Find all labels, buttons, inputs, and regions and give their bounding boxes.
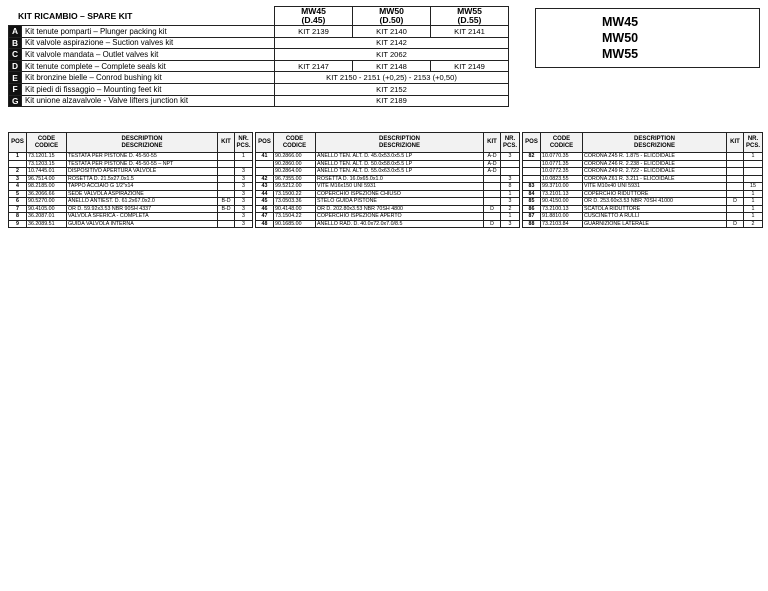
part-code: 73.2100.13: [541, 205, 583, 213]
part-pos: 84: [523, 190, 541, 198]
part-pos: 85: [523, 198, 541, 206]
kit-row: [9, 26, 509, 38]
parts-row: [9, 213, 253, 221]
part-pos: 86: [523, 205, 541, 213]
part-description: CUSCINETTO A RULLI: [583, 213, 727, 221]
kit-description: Kit tenute pomparti – Plunger packing kit: [22, 26, 275, 38]
part-pos: 45: [256, 198, 274, 206]
part-description: CORONA Z61 R. 3.211 - ELICOIDALE: [583, 175, 727, 183]
parts-row: [523, 153, 763, 161]
part-description: VALVOLA SFERICA - COMPLETA: [67, 213, 218, 221]
part-pos: 44: [256, 190, 274, 198]
part-code: 90.4105.00: [27, 205, 67, 213]
parts-row: [523, 183, 763, 191]
parts-row: [256, 220, 520, 228]
part-kit: D: [727, 220, 744, 228]
part-pcs: [744, 175, 763, 183]
part-kit: [727, 205, 744, 213]
part-description: OR D. 202.80x3.53 NBR 70SH 4800: [316, 205, 484, 213]
part-description: VITE M16x150 UNI 5931: [316, 183, 484, 191]
kit-code-all: KIT 2150 - 2151 (+0,25) - 2153 (+0,50): [275, 72, 509, 84]
kit-model-header-mw45: MW45 (D.45): [275, 7, 353, 26]
part-pcs: 3: [501, 198, 520, 206]
part-pcs: [744, 160, 763, 168]
part-code: 73.0503.36: [274, 198, 316, 206]
part-kit: [484, 213, 501, 221]
part-kit: D: [727, 198, 744, 206]
kit-row: [9, 49, 509, 61]
col-header-code: CODE CODICE: [541, 133, 583, 153]
part-description: ROSETTA D. 21.5x27.0x1.5: [67, 175, 218, 183]
part-pos: 1: [9, 153, 27, 161]
parts-row: [523, 205, 763, 213]
col-header-kit: KIT: [218, 133, 235, 153]
part-pos: [9, 160, 27, 168]
part-pos: 83: [523, 183, 541, 191]
part-pos: 6: [9, 198, 27, 206]
part-description: GUIDA VALVOLA INTERNA: [67, 220, 218, 228]
part-code: 73.1201.15: [27, 153, 67, 161]
col-header-code: CODE CODICE: [27, 133, 67, 153]
kit-code-all: KIT 2062: [275, 49, 509, 61]
parts-row: [9, 198, 253, 206]
parts-row: [523, 220, 763, 228]
part-pcs: 3: [235, 220, 253, 228]
part-pcs: [501, 168, 520, 176]
parts-row: [256, 183, 520, 191]
part-kit: D: [484, 205, 501, 213]
parts-row: [256, 198, 520, 206]
part-code: 73.1203.15: [27, 160, 67, 168]
kit-letter: D: [9, 60, 22, 72]
part-code: 10.0771.35: [541, 160, 583, 168]
part-pcs: 1: [744, 190, 763, 198]
col-header-desc: DESCRIPTION DESCRIZIONE: [316, 133, 484, 153]
part-description: SCATOLA RIDUTTORE: [583, 205, 727, 213]
part-description: CORONA Z49 R. 2.722 - ELICOIDALE: [583, 168, 727, 176]
parts-row: [9, 183, 253, 191]
part-pcs: 8: [501, 183, 520, 191]
part-pos: [523, 160, 541, 168]
parts-row: [523, 175, 763, 183]
col-header-pos: POS: [9, 133, 27, 153]
part-description: GUARNIZIONE LATERALE: [583, 220, 727, 228]
part-pos: [256, 160, 274, 168]
part-code: 90.4148.00: [274, 205, 316, 213]
part-kit: [484, 198, 501, 206]
part-pcs: 1: [235, 153, 253, 161]
kit-description: Kit bronzine bielle – Conrod bushing kit: [22, 72, 275, 84]
part-pcs: 3: [235, 183, 253, 191]
part-description: ANELLO TEN. ALT. D. 45.0x53.0x5.5 LP: [316, 153, 484, 161]
col-header-pcs: NR. PCS.: [501, 133, 520, 153]
part-pos: 8: [9, 213, 27, 221]
part-description: COPERCHIO ISPEZIONE CHIUSO: [316, 190, 484, 198]
part-description: CORONA Z46 R. 2.238 - ELICOIDALE: [583, 160, 727, 168]
part-pos: 88: [523, 220, 541, 228]
kit-row: [9, 72, 509, 84]
part-kit: [218, 160, 235, 168]
part-code: 36.2066.66: [27, 190, 67, 198]
parts-row: [256, 190, 520, 198]
kit-letter: E: [9, 72, 22, 84]
part-kit: [484, 175, 501, 183]
part-kit: [727, 190, 744, 198]
part-kit: [218, 183, 235, 191]
part-pcs: 3: [235, 213, 253, 221]
part-kit: [727, 168, 744, 176]
part-kit: [218, 213, 235, 221]
part-code: 98.2185.00: [27, 183, 67, 191]
parts-table-2: [255, 132, 520, 228]
part-pos: 9: [9, 220, 27, 228]
part-pos: 48: [256, 220, 274, 228]
part-pos: 5: [9, 190, 27, 198]
part-pos: 82: [523, 153, 541, 161]
part-code: 73.1500.22: [274, 190, 316, 198]
kit-row: [9, 37, 509, 49]
kit-row: [9, 95, 509, 107]
kit-table: [8, 6, 509, 107]
col-header-pcs: NR. PCS.: [744, 133, 763, 153]
parts-row: [523, 213, 763, 221]
parts-row: [256, 213, 520, 221]
part-kit: [218, 175, 235, 183]
kit-letter: C: [9, 49, 22, 61]
part-kit: [218, 168, 235, 176]
part-pos: [523, 175, 541, 183]
parts-row: [523, 160, 763, 168]
kit-code-mw50: KIT 2140: [353, 26, 431, 38]
part-pcs: 1: [744, 153, 763, 161]
col-header-code: CODE CODICE: [274, 133, 316, 153]
parts-body-2: [256, 153, 520, 228]
part-description: OR D. 253.60x3.53 NBR 70SH 41000: [583, 198, 727, 206]
parts-row: [256, 160, 520, 168]
part-description: OR D. 59.92x3.53 NBR 90SH 4337: [67, 205, 218, 213]
kit-code-mw55: KIT 2141: [431, 26, 509, 38]
part-code: 90.5270.00: [27, 198, 67, 206]
parts-row: [256, 205, 520, 213]
part-kit: A-D: [484, 168, 501, 176]
parts-row: [256, 168, 520, 176]
parts-row: [9, 205, 253, 213]
parts-row: [9, 175, 253, 183]
part-description: CORONA Z45 R. 1.875 - ELICOIDALE: [583, 153, 727, 161]
kit-description: Kit valvole aspirazione – Suction valves kit: [22, 37, 275, 49]
parts-row: [9, 153, 253, 161]
part-pos: 87: [523, 213, 541, 221]
part-pcs: 2: [744, 220, 763, 228]
kit-code-all: KIT 2142: [275, 37, 509, 49]
part-pos: 41: [256, 153, 274, 161]
part-kit: D: [484, 220, 501, 228]
part-pos: [256, 168, 274, 176]
col-header-desc: DESCRIPTION DESCRIZIONE: [67, 133, 218, 153]
part-pos: 42: [256, 175, 274, 183]
parts-table-1: [8, 132, 253, 228]
part-kit: [727, 183, 744, 191]
part-kit: [727, 153, 744, 161]
part-code: 10.0770.35: [541, 153, 583, 161]
parts-row: [9, 190, 253, 198]
kit-letter: B: [9, 37, 22, 49]
part-pcs: 2: [501, 205, 520, 213]
part-code: 73.2101.13: [541, 190, 583, 198]
model-name: MW55: [602, 47, 639, 61]
kit-row: [9, 83, 509, 95]
kit-letter: A: [9, 26, 22, 38]
part-pos: 47: [256, 213, 274, 221]
kit-code-mw45: KIT 2139: [275, 26, 353, 38]
kit-table-title: KIT RICAMBIO – SPARE KIT: [9, 7, 275, 26]
parts-row: [256, 153, 520, 161]
part-pcs: 3: [235, 190, 253, 198]
part-pcs: 1: [744, 205, 763, 213]
part-pcs: 3: [235, 175, 253, 183]
part-code: 99.5212.00: [274, 183, 316, 191]
kit-code-mw50: KIT 2148: [353, 60, 431, 72]
parts-body-1: [9, 153, 253, 228]
parts-row: [523, 168, 763, 176]
part-pcs: 3: [235, 168, 253, 176]
part-pos: 46: [256, 205, 274, 213]
part-pos: 3: [9, 175, 27, 183]
parts-row: [9, 220, 253, 228]
part-pcs: 3: [235, 205, 253, 213]
col-header-pos: POS: [523, 133, 541, 153]
part-description: VITE M10x40 UNI 5931: [583, 183, 727, 191]
part-pos: [523, 168, 541, 176]
model-name: MW45: [602, 15, 639, 29]
part-code: 90.2864.00: [274, 168, 316, 176]
kit-code-mw45: KIT 2147: [275, 60, 353, 72]
part-pcs: 15: [744, 183, 763, 191]
kit-row: [9, 60, 509, 72]
part-pcs: 1: [744, 198, 763, 206]
kit-code-all: KIT 2189: [275, 95, 509, 107]
part-code: 10.0772.35: [541, 168, 583, 176]
part-description: COPERCHIO ISPEZIONE APERTO: [316, 213, 484, 221]
kit-letter: F: [9, 83, 22, 95]
part-code: 90.1685.00: [274, 220, 316, 228]
part-description: DISPOSITIVO APERTURA VALVOLE: [67, 168, 218, 176]
part-kit: [727, 160, 744, 168]
part-kit: [218, 153, 235, 161]
part-description: TAPPO ACCIAIO G 1/2"x14: [67, 183, 218, 191]
part-description: COPERCHIO RIDUTTORE: [583, 190, 727, 198]
part-code: 99.3710.00: [541, 183, 583, 191]
part-code: 36.2089.51: [27, 220, 67, 228]
part-code: 90.4150.00: [541, 198, 583, 206]
part-pcs: 3: [501, 153, 520, 161]
part-description: ANELLO TEN. ALT. D. 55.0x63.0x5.5 LP: [316, 168, 484, 176]
part-description: ANELLO ANTIEST. D. 61.2x67.0x2.0: [67, 198, 218, 206]
part-kit: [727, 213, 744, 221]
part-kit: [484, 183, 501, 191]
parts-row: [256, 175, 520, 183]
kit-description: Kit valvole mandata – Outlet valves kit: [22, 49, 275, 61]
part-kit: [218, 220, 235, 228]
part-pos: 43: [256, 183, 274, 191]
parts-table-3: [522, 132, 763, 228]
part-pcs: [501, 160, 520, 168]
part-pcs: 3: [235, 198, 253, 206]
part-kit: A-D: [484, 160, 501, 168]
kit-letter: G: [9, 95, 22, 107]
part-kit: B-D: [218, 205, 235, 213]
part-pos: 2: [9, 168, 27, 176]
models-box: [535, 8, 760, 68]
col-header-pos: POS: [256, 133, 274, 153]
part-pcs: 3: [501, 220, 520, 228]
kit-table-body: [9, 26, 509, 107]
col-header-kit: KIT: [727, 133, 744, 153]
col-header-pcs: NR. PCS.: [235, 133, 253, 153]
part-pos: 7: [9, 205, 27, 213]
part-kit: [484, 190, 501, 198]
part-code: 96.7514.00: [27, 175, 67, 183]
part-code: 91.8810.00: [541, 213, 583, 221]
parts-row: [9, 160, 253, 168]
part-pcs: 3: [501, 175, 520, 183]
part-code: 36.2087.01: [27, 213, 67, 221]
part-description: ANELLO TEN. ALT. D. 50.0x58.0x5.5 LP: [316, 160, 484, 168]
part-code: 73.1504.22: [274, 213, 316, 221]
parts-row: [523, 198, 763, 206]
parts-body-3: [523, 153, 763, 228]
part-kit: [218, 190, 235, 198]
kit-model-header-mw50: MW50 (D.50): [353, 7, 431, 26]
part-description: TESTATA PER PISTONE D. 45-50-55: [67, 153, 218, 161]
col-header-desc: DESCRIPTION DESCRIZIONE: [583, 133, 727, 153]
kit-description: Kit piedi di fissaggio – Mounting feet kit: [22, 83, 275, 95]
part-description: ANELLO RAD. D. 40.0x72.0x7.0/8.5: [316, 220, 484, 228]
part-pcs: 1: [501, 213, 520, 221]
kit-code-all: KIT 2152: [275, 83, 509, 95]
col-header-kit: KIT: [484, 133, 501, 153]
part-code: 10.7445.01: [27, 168, 67, 176]
part-kit: A-D: [484, 153, 501, 161]
part-code: 96.7355.00: [274, 175, 316, 183]
part-pcs: 1: [744, 213, 763, 221]
kit-description: Kit tenute complete – Complete seals kit: [22, 60, 275, 72]
part-pcs: [235, 160, 253, 168]
parts-row: [9, 168, 253, 176]
part-description: SEDE VALVOLA ASPIRAZIONE: [67, 190, 218, 198]
part-pos: 4: [9, 183, 27, 191]
part-kit: B-D: [218, 198, 235, 206]
kit-description: Kit unione alzavalvole - Valve lifters junction kit: [22, 95, 275, 107]
part-description: TESTATA PER PISTONE D. 45-50-55 – NPT: [67, 160, 218, 168]
part-code: 90.2860.00: [274, 160, 316, 168]
kit-model-header-mw55: MW55 (D.55): [431, 7, 509, 26]
part-code: 10.0823.55: [541, 175, 583, 183]
part-description: STELO GUIDA PISTONE: [316, 198, 484, 206]
model-name: MW50: [602, 31, 639, 45]
part-pcs: [744, 168, 763, 176]
part-description: ROSETTA D. 16.0x65.0x1.0: [316, 175, 484, 183]
part-kit: [727, 175, 744, 183]
parts-row: [523, 190, 763, 198]
part-pcs: 1: [501, 190, 520, 198]
part-code: 73.2103.84: [541, 220, 583, 228]
part-code: 90.2866.00: [274, 153, 316, 161]
kit-code-mw55: KIT 2149: [431, 60, 509, 72]
